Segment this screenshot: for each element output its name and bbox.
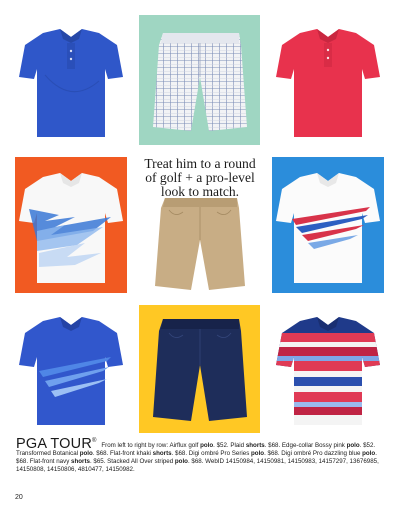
edge-collar-polo-image [272, 15, 384, 145]
stacked-all-over-striped-polo-tile [272, 305, 384, 433]
caption-text-10: . $68. WebID 14150984, 14150981, 14150983, 14157297, 13676985, 14150808, 14150806, 4810477, 14150982. [16, 458, 379, 474]
digi-ombre-pro-series-polo-image [272, 157, 384, 293]
caption-text-5: . $68. Flat-front khaki [92, 450, 153, 458]
digi-ombre-pro-dazzling-blue-polo-image [15, 305, 127, 433]
headline-line-1: Treat him to a round [144, 156, 256, 171]
flat-front-khaki-shorts-tile [139, 196, 260, 293]
airflux-golf-polo-tile [15, 15, 127, 145]
airflux-golf-polo-image [15, 15, 127, 145]
page-number: 20 [15, 494, 23, 501]
caption-keyword-2: shorts [245, 441, 265, 449]
stacked-all-over-striped-polo-image [272, 305, 384, 433]
caption-keyword-8: shorts [71, 458, 90, 466]
flat-front-navy-shorts-tile [139, 305, 260, 433]
caption-text-2: . $52. Plaid [213, 441, 246, 449]
caption-text-6: . $68. Digi ombré Pro Series [171, 450, 252, 458]
digi-ombre-pro-series-polo-tile [272, 157, 384, 293]
caption-keyword-4: polo [79, 450, 93, 458]
transformed-botanical-polo-tile [15, 157, 127, 293]
caption-keyword-1: polo [200, 441, 214, 449]
flat-front-khaki-shorts-image [139, 196, 260, 293]
caption-keyword-7: polo [362, 450, 376, 458]
edge-collar-polo-tile [272, 15, 384, 145]
caption-keyword-5: shorts [152, 450, 172, 458]
digi-ombre-pro-dazzling-blue-polo-tile [15, 305, 127, 433]
headline-line-2: of golf + a pro-level [145, 170, 255, 185]
headline-line-3: look to match. [160, 184, 240, 199]
brand-text: PGA TOUR [16, 435, 93, 452]
caption-text-4: . $52. Transformed Botanical [16, 441, 376, 458]
headline [128, 157, 272, 199]
caption-text-8: . $68. Flat-front navy [16, 450, 377, 466]
caption-keyword-6: polo [251, 450, 265, 458]
plaid-shorts-tile [139, 15, 260, 145]
transformed-botanical-polo-image [15, 157, 127, 293]
registered-mark: ® [92, 438, 97, 444]
caption-text-9: . $65. Stacked All Over striped [89, 458, 175, 466]
caption-keyword-9: polo [174, 458, 188, 466]
product-caption [16, 437, 386, 475]
caption-text-1: From left to right by row: Airflux golf [99, 441, 201, 449]
caption-keyword-3: polo [346, 441, 360, 449]
caption-text-3: . $68. Edge-collar Bossy pink [264, 441, 347, 449]
caption-text-7: . $68. Digi ombré Pro dazzling blue [264, 450, 363, 458]
flat-front-navy-shorts-image [139, 305, 260, 433]
plaid-shorts-image [139, 15, 260, 145]
